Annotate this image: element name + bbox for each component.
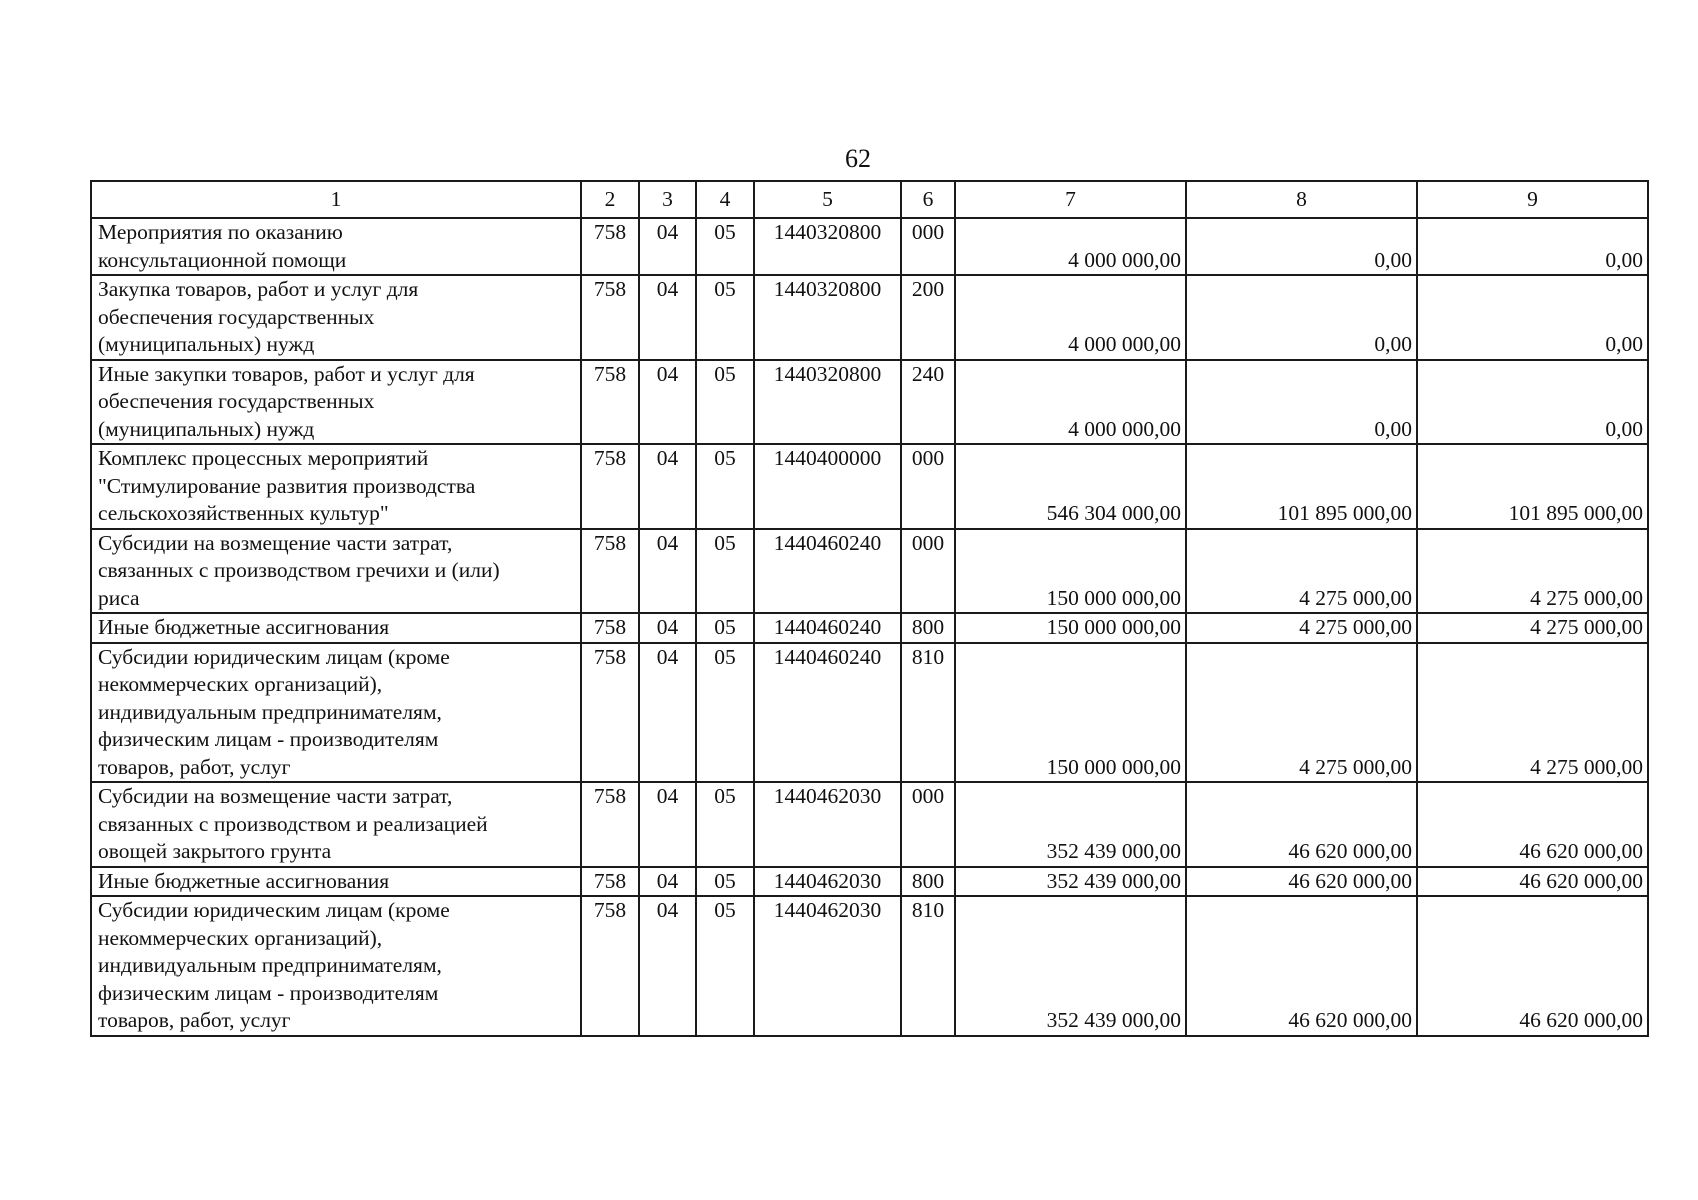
description-line: товаров, работ, услуг	[98, 1008, 291, 1032]
amount-col7-cell: 352 439 000,00	[955, 867, 1186, 897]
amount-col9-cell: 46 620 000,00	[1417, 782, 1648, 867]
amount-col8-cell: 101 895 000,00	[1186, 444, 1417, 529]
section-code-cell: 04	[639, 613, 696, 643]
amount-col8-cell: 4 275 000,00	[1186, 529, 1417, 614]
description-line: риса	[98, 585, 140, 610]
table-row	[91, 529, 1648, 614]
amount-col8-cell: 46 620 000,00	[1186, 867, 1417, 897]
subsection-code-cell: 05	[696, 360, 754, 445]
target-article-cell: 1440462030	[754, 782, 901, 867]
column-number: 9	[1417, 181, 1648, 218]
target-article-cell: 1440462030	[754, 896, 901, 1036]
amount-col7-cell: 150 000 000,00	[955, 643, 1186, 783]
section-code-cell: 04	[639, 529, 696, 614]
target-article-cell: 1440460240	[754, 643, 901, 783]
target-article-cell: 1440460240	[754, 529, 901, 614]
amount-col8-cell: 4 275 000,00	[1186, 613, 1417, 643]
table-row	[91, 444, 1648, 529]
section-code-cell: 04	[639, 643, 696, 783]
table-body	[91, 181, 1648, 1036]
description-line: некоммерческих организаций),	[98, 925, 383, 950]
subsection-code-cell: 05	[696, 613, 754, 643]
amount-col7-cell: 4 000 000,00	[955, 360, 1186, 445]
subsection-code-cell: 05	[696, 275, 754, 360]
target-article-cell: 1440320800	[754, 275, 901, 360]
subsection-code-cell: 05	[696, 444, 754, 529]
description-line: физическим лицам - производителям	[98, 980, 439, 1005]
row-description	[91, 275, 581, 360]
description-line: Иные бюджетные ассигнования	[98, 615, 390, 639]
amount-col7-cell: 150 000 000,00	[955, 529, 1186, 614]
description-line: обеспечения государственных	[98, 389, 375, 413]
amount-col8-cell: 4 275 000,00	[1186, 643, 1417, 783]
description-line: Закупка товаров, работ и услуг для	[98, 277, 419, 301]
amount-col7-cell: 150 000 000,00	[955, 613, 1186, 643]
amount-col7-cell: 352 439 000,00	[955, 896, 1186, 1036]
column-number: 6	[901, 181, 955, 218]
column-number-row	[91, 181, 1648, 218]
amount-col7-cell: 4 000 000,00	[955, 218, 1186, 275]
amount-col9-cell: 0,00	[1417, 218, 1648, 275]
column-number: 5	[754, 181, 901, 218]
amount-col9-cell: 0,00	[1417, 275, 1648, 360]
admin-code-cell: 758	[581, 360, 639, 445]
subsection-code-cell: 05	[696, 896, 754, 1036]
table-row	[91, 275, 1648, 360]
column-number: 4	[696, 181, 754, 218]
column-number: 1	[91, 181, 581, 218]
amount-col9-cell: 101 895 000,00	[1417, 444, 1648, 529]
expense-type-cell: 800	[901, 613, 955, 643]
amount-col8-cell: 0,00	[1186, 360, 1417, 445]
expense-type-cell: 000	[901, 782, 955, 867]
admin-code-cell: 758	[581, 529, 639, 614]
admin-code-cell: 758	[581, 444, 639, 529]
amount-col9-cell: 4 275 000,00	[1417, 613, 1648, 643]
amount-col8-cell: 46 620 000,00	[1186, 896, 1417, 1036]
amount-col9-cell: 4 275 000,00	[1417, 529, 1648, 614]
description-line: (муниципальных) нужд	[98, 332, 315, 356]
table-row	[91, 360, 1648, 445]
expense-type-cell: 000	[901, 529, 955, 614]
column-number: 3	[639, 181, 696, 218]
admin-code-cell: 758	[581, 613, 639, 643]
row-description	[91, 444, 581, 529]
section-code-cell: 04	[639, 275, 696, 360]
row-description	[91, 643, 581, 783]
table-row	[91, 782, 1648, 867]
subsection-code-cell: 05	[696, 782, 754, 867]
description-line: (муниципальных) нужд	[98, 416, 315, 441]
description-line: связанных с производством и реализацией	[98, 811, 488, 836]
section-code-cell: 04	[639, 782, 696, 867]
description-line: "Стимулирование развития производства	[98, 473, 476, 498]
amount-col9-cell: 0,00	[1417, 360, 1648, 445]
description-line: Субсидии на возмещение части затрат,	[98, 530, 453, 555]
target-article-cell: 1440460240	[754, 613, 901, 643]
table-row	[91, 218, 1648, 275]
amount-col7-cell: 352 439 000,00	[955, 782, 1186, 867]
admin-code-cell: 758	[581, 275, 639, 360]
description-line: Иные бюджетные ассигнования	[98, 868, 390, 893]
row-description	[91, 613, 581, 643]
amount-col9-cell: 46 620 000,00	[1417, 867, 1648, 897]
target-article-cell: 1440320800	[754, 218, 901, 275]
admin-code-cell: 758	[581, 782, 639, 867]
table-row	[91, 613, 1648, 643]
target-article-cell: 1440462030	[754, 867, 901, 897]
row-description	[91, 360, 581, 445]
table-row	[91, 643, 1648, 783]
target-article-cell: 1440400000	[754, 444, 901, 529]
column-number: 2	[581, 181, 639, 218]
description-line: некоммерческих организаций),	[98, 672, 383, 696]
expense-type-cell: 000	[901, 218, 955, 275]
section-code-cell: 04	[639, 218, 696, 275]
description-line: Субсидии на возмещение части затрат,	[98, 784, 453, 808]
amount-col9-cell: 4 275 000,00	[1417, 643, 1648, 783]
subsection-code-cell: 05	[696, 643, 754, 783]
admin-code-cell: 758	[581, 643, 639, 783]
subsection-code-cell: 05	[696, 867, 754, 897]
description-line: консультационной помощи	[98, 247, 347, 272]
expense-type-cell: 800	[901, 867, 955, 897]
row-description	[91, 896, 581, 1036]
description-line: товаров, работ, услуг	[98, 754, 291, 779]
row-description	[91, 867, 581, 897]
description-line: физическим лицам - производителям	[98, 727, 439, 751]
section-code-cell: 04	[639, 896, 696, 1036]
amount-col7-cell: 4 000 000,00	[955, 275, 1186, 360]
expense-type-cell: 000	[901, 444, 955, 529]
row-description	[91, 529, 581, 614]
amount-col8-cell: 46 620 000,00	[1186, 782, 1417, 867]
column-number: 8	[1186, 181, 1417, 218]
expense-type-cell: 810	[901, 643, 955, 783]
admin-code-cell: 758	[581, 867, 639, 897]
description-line: индивидуальным предпринимателям,	[98, 699, 442, 724]
page-number: 62	[845, 144, 871, 173]
target-article-cell: 1440320800	[754, 360, 901, 445]
description-line: связанных с производством гречихи и (или)	[98, 558, 500, 582]
description-line: Субсидии юридическим лицам (кроме	[98, 898, 450, 922]
amount-col8-cell: 0,00	[1186, 275, 1417, 360]
table-row	[91, 896, 1648, 1036]
table-row	[91, 867, 1648, 897]
amount-col9-cell: 46 620 000,00	[1417, 896, 1648, 1036]
description-line: овощей закрытого грунта	[98, 839, 332, 863]
expense-type-cell: 240	[901, 360, 955, 445]
budget-table	[90, 180, 1649, 1037]
section-code-cell: 04	[639, 360, 696, 445]
description-line: обеспечения государственных	[98, 304, 375, 329]
expense-type-cell: 810	[901, 896, 955, 1036]
section-code-cell: 04	[639, 444, 696, 529]
description-line: Иные закупки товаров, работ и услуг для	[98, 361, 475, 386]
admin-code-cell: 758	[581, 896, 639, 1036]
description-line: Комплекс процессных мероприятий	[98, 446, 429, 470]
expense-type-cell: 200	[901, 275, 955, 360]
subsection-code-cell: 05	[696, 218, 754, 275]
amount-col8-cell: 0,00	[1186, 218, 1417, 275]
row-description	[91, 782, 581, 867]
description-line: индивидуальным предпринимателям,	[98, 953, 442, 977]
description-line: Мероприятия по оказанию	[98, 220, 343, 244]
description-line: Субсидии юридическим лицам (кроме	[98, 644, 450, 669]
description-line: сельскохозяйственных культур"	[98, 501, 389, 525]
amount-col7-cell: 546 304 000,00	[955, 444, 1186, 529]
admin-code-cell: 758	[581, 218, 639, 275]
section-code-cell: 04	[639, 867, 696, 897]
row-description	[91, 218, 581, 275]
column-number: 7	[955, 181, 1186, 218]
subsection-code-cell: 05	[696, 529, 754, 614]
